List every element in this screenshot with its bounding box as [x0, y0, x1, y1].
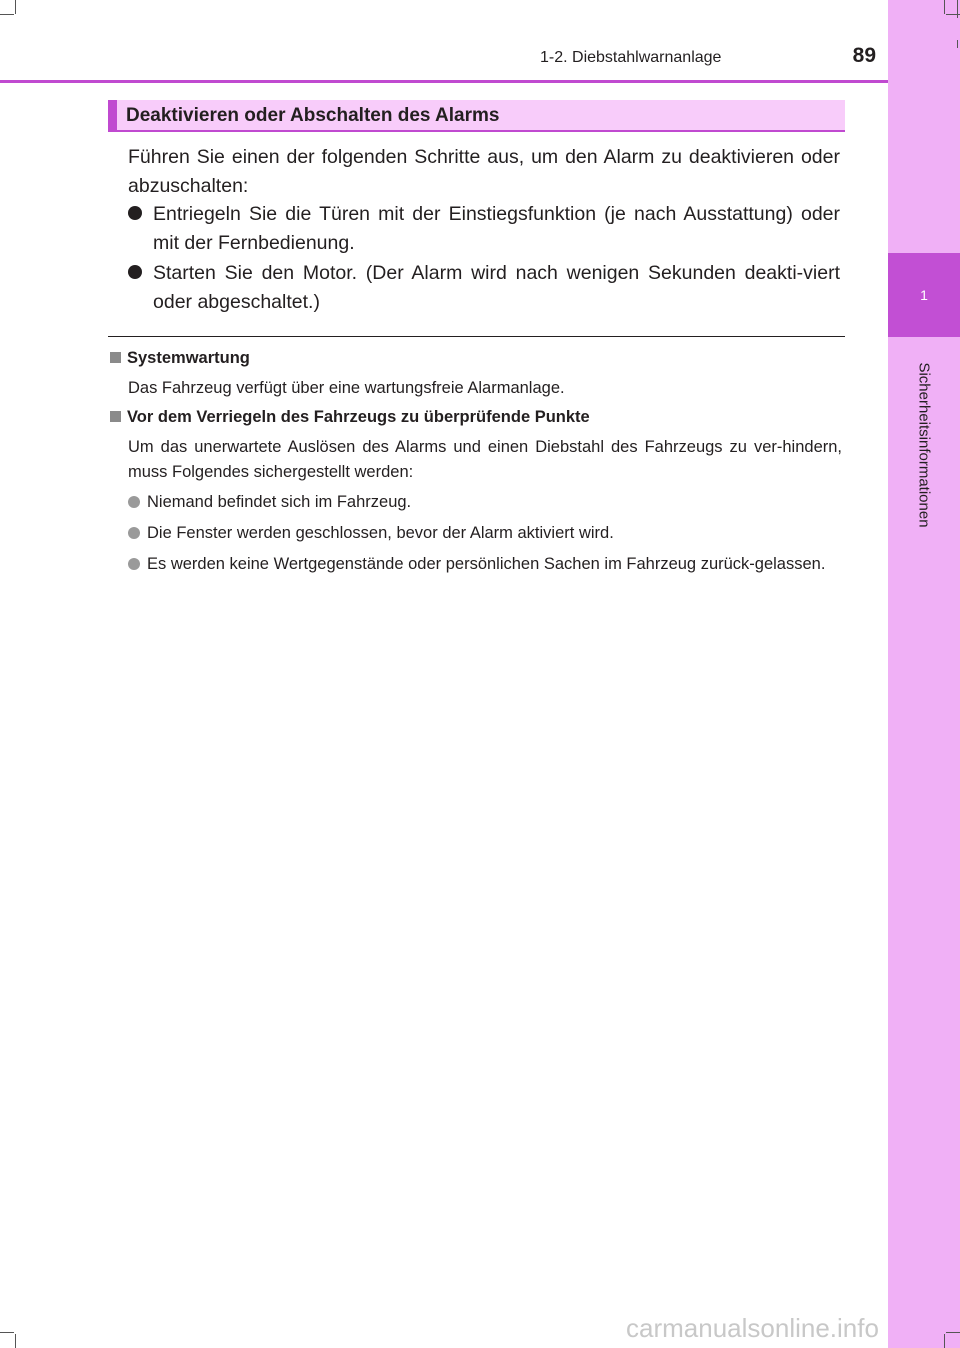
crop-mark [15, 0, 16, 14]
crop-mark [957, 0, 958, 18]
list-item-text: Starten Sie den Motor. (Der Alarm wird nach wenigen Sekunden deakti-viert oder abgeschaltet.) [153, 262, 840, 313]
note-text: Das Fahrzeug verfügt über eine wartungsfreie Alarmanlage. [128, 379, 565, 397]
divider [108, 336, 845, 337]
chapter-tab[interactable] [888, 253, 960, 337]
crop-mark [15, 1334, 16, 1348]
list-item-text: Niemand befindet sich im Fahrzeug. [147, 493, 412, 511]
note-text: Um das unerwartete Auslösen des Alarms und einen Diebstahl des Fahrzeugs zu ver-hindern, muss Folgendes sichergestellt werden: [128, 438, 842, 481]
section-heading [108, 100, 845, 132]
note-heading [110, 349, 850, 368]
note-heading [110, 408, 850, 427]
crop-mark [0, 14, 14, 15]
intro-paragraph: Führen Sie einen der folgenden Schritte aus, um den Alarm zu deaktivieren oder abzuschalten: [128, 146, 840, 197]
note-heading-text: Vor dem Verriegeln des Fahrzeugs zu überprüfende Punkte [127, 408, 590, 426]
running-header: 1-2. Diebstahlwarnanlage [540, 49, 722, 66]
crop-mark [0, 1332, 14, 1333]
bullet-icon [128, 206, 142, 220]
list-item-text: Es werden keine Wertgegenstände oder persönlichen Sachen im Fahrzeug zurück-gelassen. [147, 555, 826, 573]
page-number: 89 [852, 44, 876, 67]
crop-mark [946, 1332, 960, 1333]
header-rule [0, 80, 888, 83]
note-heading-text: Systemwartung [127, 349, 250, 367]
list-item-text: Entriegeln Sie die Türen mit der Einstiegsfunktion (je nach Ausstattung) oder mit der Fernbedienung. [153, 203, 840, 254]
crop-mark [944, 1334, 945, 1348]
bullet-icon [128, 558, 140, 570]
list-item-text: Die Fenster werden geschlossen, bevor der Alarm aktiviert wird. [147, 524, 614, 542]
crop-mark [944, 0, 945, 14]
chapter-label: Sicherheitsinformationen [915, 362, 933, 528]
side-tab-strip [888, 0, 960, 1348]
square-bullet-icon [110, 352, 121, 363]
chapter-number: 1 [920, 287, 928, 303]
bullet-icon [128, 496, 140, 508]
square-bullet-icon [110, 411, 121, 422]
heading-accent-bar [108, 100, 117, 132]
bullet-icon [128, 527, 140, 539]
section-heading-text: Deaktivieren oder Abschalten des Alarms [126, 105, 500, 126]
watermark: carmanualsonline.info [626, 1313, 879, 1343]
crop-mark [957, 40, 958, 48]
bullet-icon [128, 265, 142, 279]
